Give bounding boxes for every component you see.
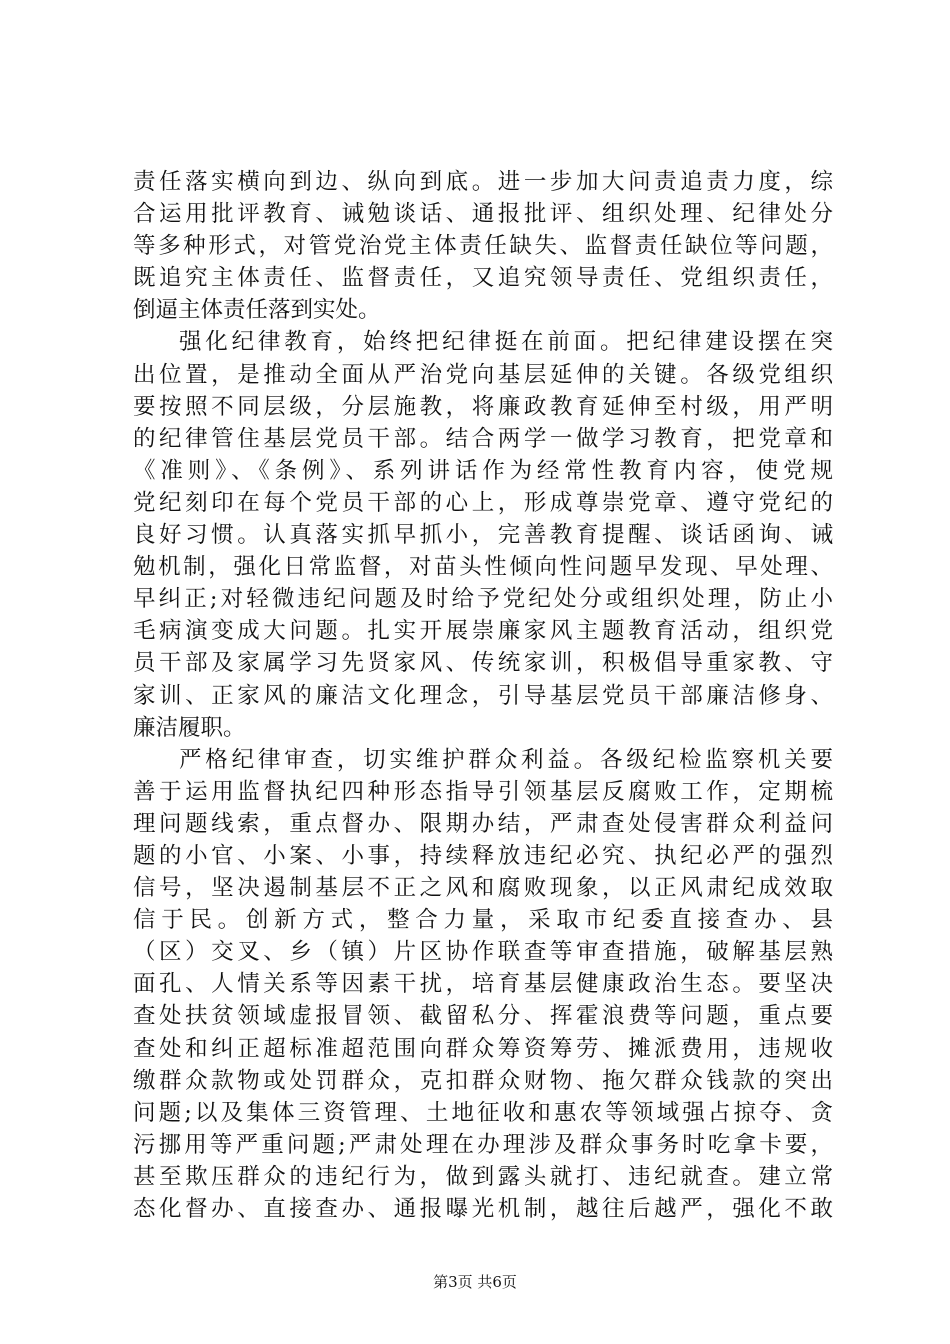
text-line: 面孔、人情关系等因素干扰，培育基层健康政治生态。要坚决: [133, 971, 833, 998]
text-line: （区）交叉、乡（镇）片区协作联查等审查措施，破解基层熟: [133, 939, 833, 966]
text-line: 既追究主体责任、监督责任，又追究领导责任、党组织责任，: [133, 265, 833, 292]
text-line: 态化督办、直接查办、通报曝光机制，越往后越严，强化不敢: [133, 1196, 833, 1222]
text-line: 家训、正家风的廉洁文化理念，引导基层党员干部廉洁修身、: [133, 682, 833, 709]
text-line: 理问题线索，重点督办、限期办结，严肃查处侵害群众利益问: [133, 810, 833, 837]
text-line: 查处和纠正超标准超范围向群众筹资筹劳、摊派费用，违规收: [133, 1035, 833, 1062]
text-line: 要按照不同层级，分层施教，将廉政教育延伸至村级，用严明: [133, 393, 833, 420]
text-line: 倒逼主体责任落到实处。: [133, 297, 381, 324]
text-line: 责任落实横向到边、纵向到底。进一步加大问责追责力度，综: [133, 169, 833, 195]
text-line: 题的小官、小案、小事，持续释放违纪必究、执纪必严的强烈: [133, 842, 833, 869]
page-footer: 第3页 共6页: [433, 1273, 517, 1291]
text-line: 勉机制，强化日常监督，对苗头性倾向性问题早发现、早处理、: [133, 554, 833, 581]
text-line: 《准则》、《条例》、系列讲话作为经常性教育内容，使党规: [133, 457, 833, 484]
text-line: 廉洁履职。: [133, 714, 246, 741]
text-line: 善于运用监督执纪四种形态指导引领基层反腐败工作，定期梳: [133, 778, 833, 805]
text-line: 合运用批评教育、诫勉谈话、通报批评、组织处理、纪律处分: [133, 201, 833, 228]
text-line: 污挪用等严重问题;严肃处理在办理涉及群众事务时吃拿卡要，: [133, 1131, 833, 1158]
text-line: 严格纪律审查，切实维护群众利益。各级纪检监察机关要: [179, 746, 833, 773]
text-line: 问题;以及集体三资管理、土地征收和惠农等领域强占掠夺、贪: [133, 1099, 833, 1126]
text-line: 查处扶贫领域虚报冒领、截留私分、挥霍浪费等问题，重点要: [133, 1003, 833, 1030]
text-line: 甚至欺压群众的违纪行为，做到露头就打、违纪就查。建立常: [133, 1163, 833, 1190]
text-line: 早纠正;对轻微违纪问题及时给予党纪处分或组织处理，防止小: [133, 586, 833, 613]
text-line: 党纪刻印在每个党员干部的心上，形成尊崇党章、遵守党纪的: [133, 489, 833, 516]
text-line: 出位置，是推动全面从严治党向基层延伸的关键。各级党组织: [133, 361, 833, 388]
document-body: [133, 166, 833, 1225]
text-line: 员干部及家属学习先贤家风、传统家训，积极倡导重家教、守: [133, 650, 833, 677]
text-line: 毛病演变成大问题。扎实开展崇廉家风主题教育活动，组织党: [133, 618, 833, 645]
text-line: 信于民。创新方式，整合力量，采取市纪委直接查办、县: [133, 907, 833, 934]
text-line: 缴群众款物或处罚群众，克扣群众财物、拖欠群众钱款的突出: [133, 1067, 833, 1094]
text-line: 信号，坚决遏制基层不正之风和腐败现象，以正风肃纪成效取: [133, 875, 833, 902]
text-line: 的纪律管住基层党员干部。结合两学一做学习教育，把党章和: [133, 425, 833, 452]
text-line: 等多种形式，对管党治党主体责任缺失、监督责任缺位等问题，: [133, 233, 833, 260]
text-line: 强化纪律教育，始终把纪律挺在前面。把纪律建设摆在突: [179, 329, 833, 356]
text-line: 良好习惯。认真落实抓早抓小，完善教育提醒、谈话函询、诫: [133, 522, 833, 549]
